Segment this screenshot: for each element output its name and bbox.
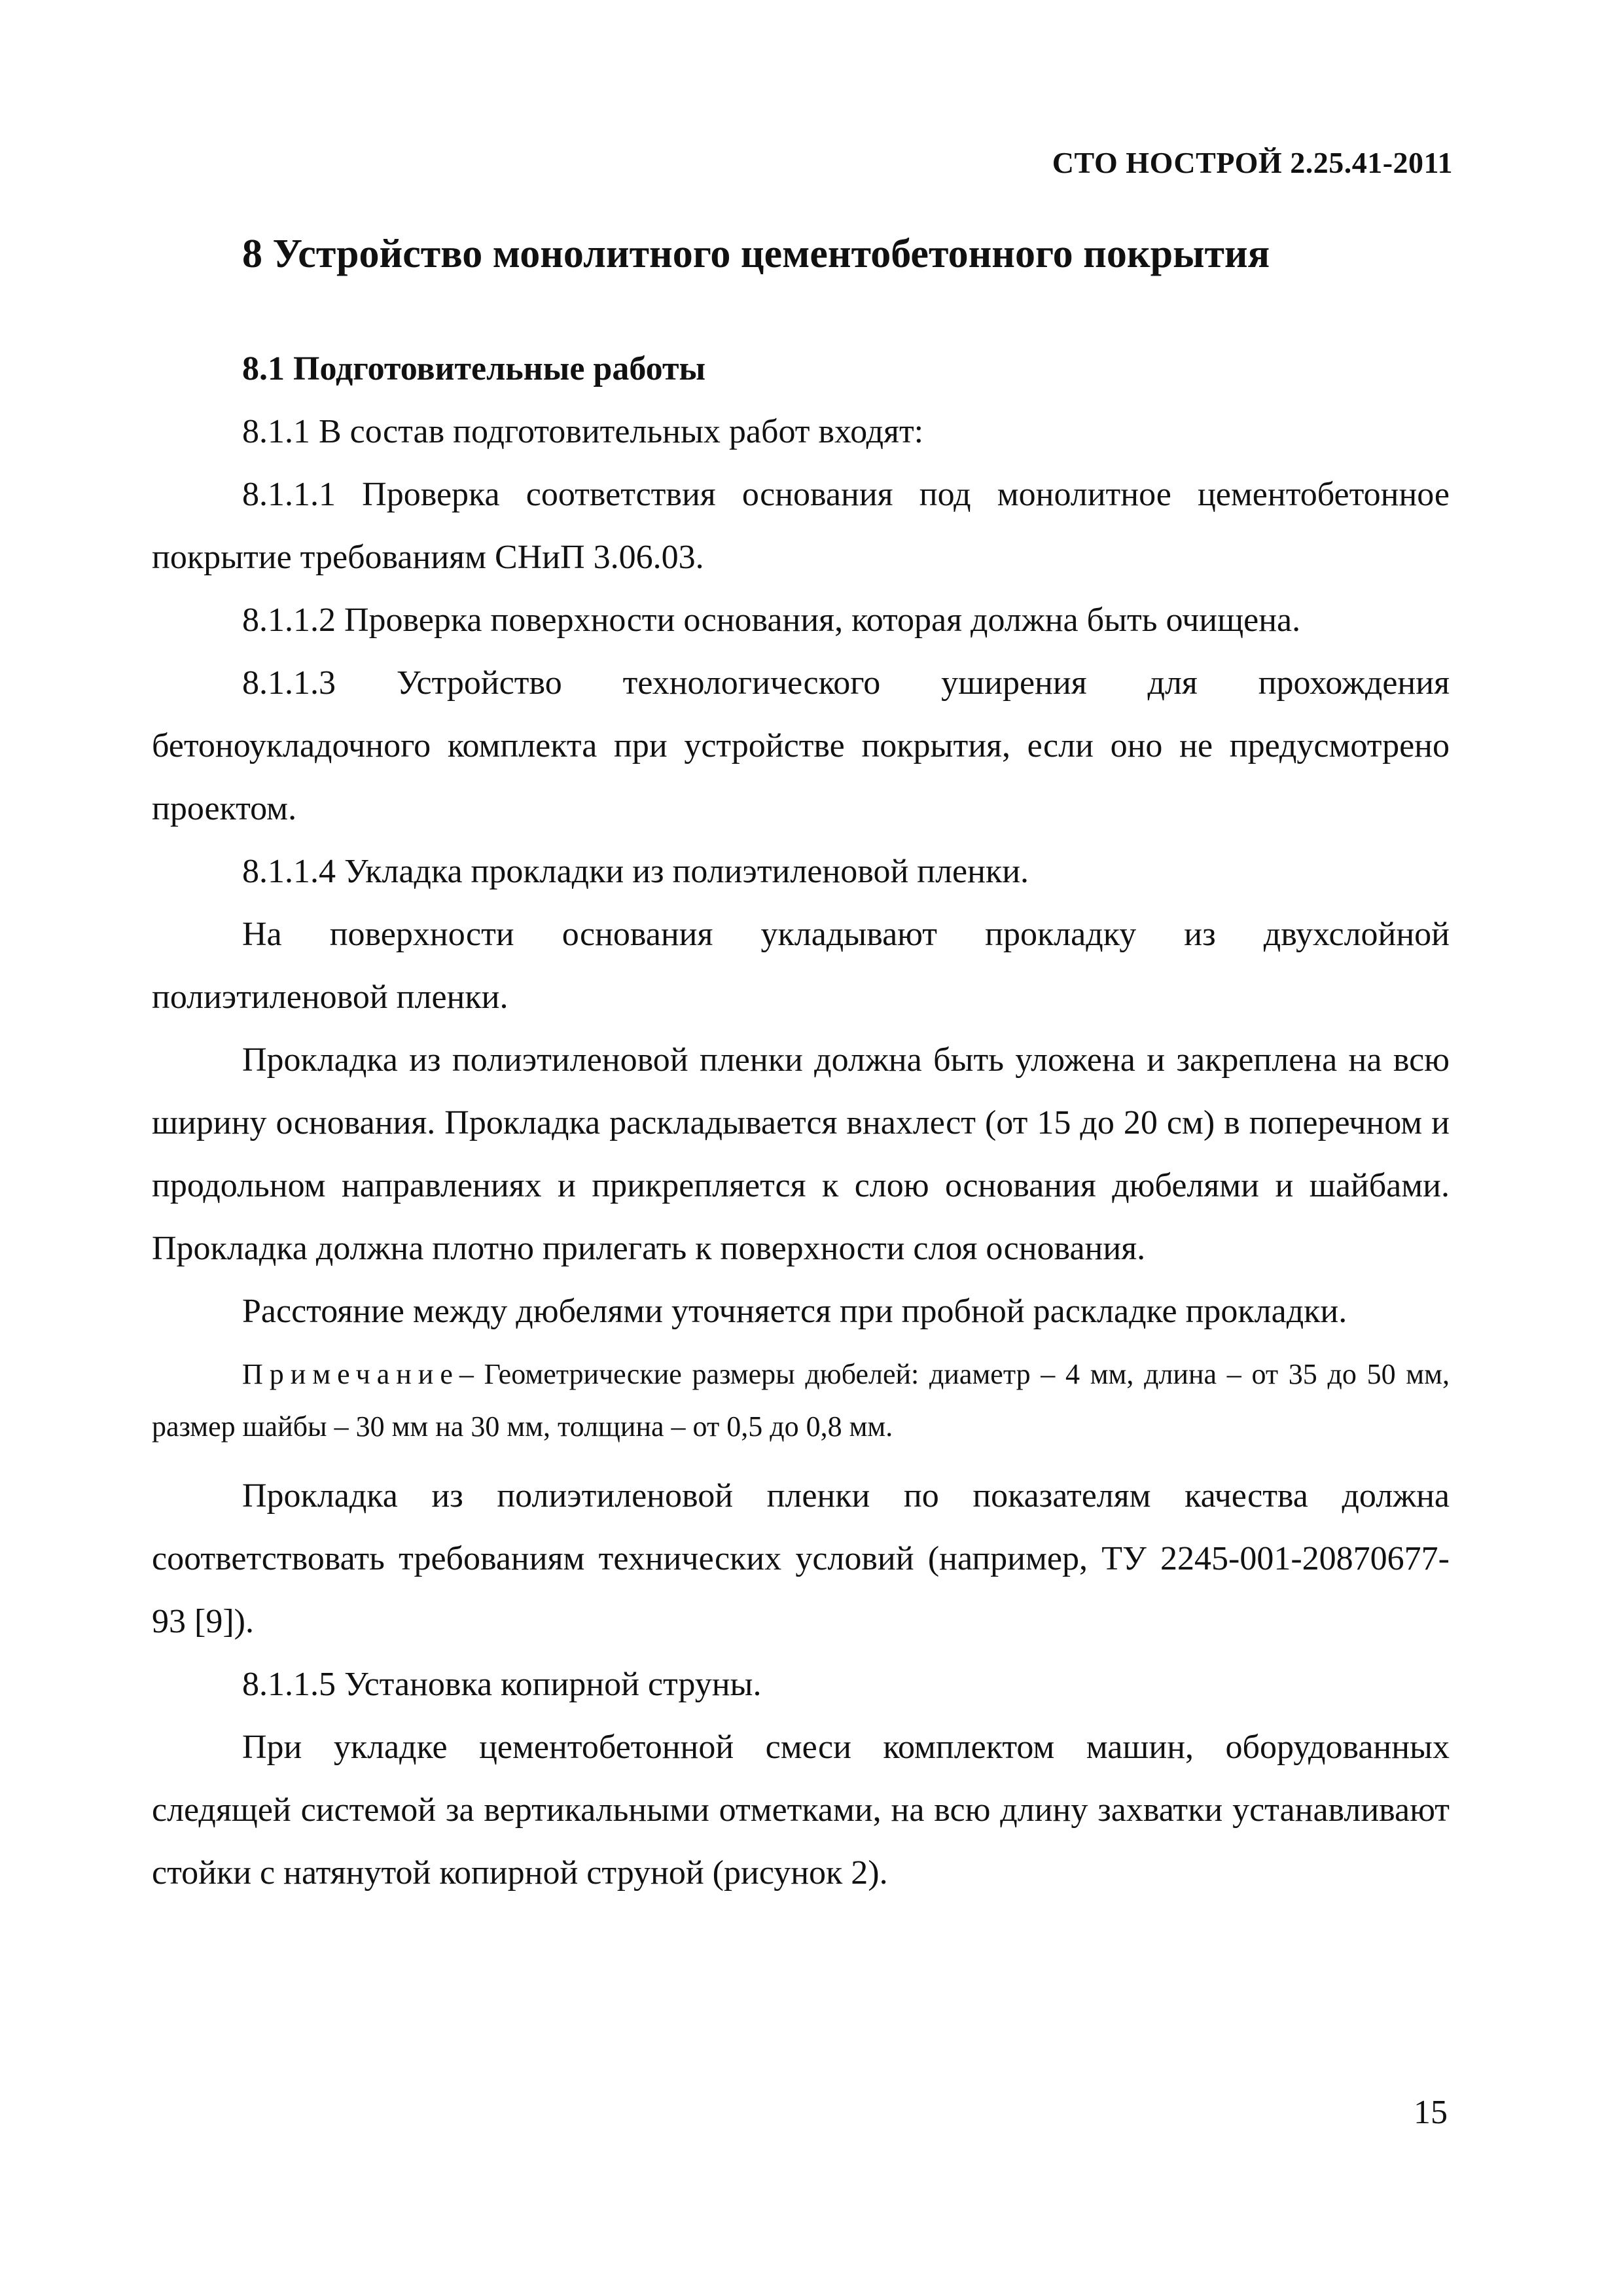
page-content [152,223,1450,1905]
document-code-header: СТО НОСТРОЙ 2.25.41-2011 [1052,146,1453,179]
section-title: 8 Устройство монолитного цементобетонного покрытия [242,232,1270,276]
paragraph-8-1-1-4: 8.1.1.4 Укладка прокладки из полиэтиленовой пленки. [242,853,1029,890]
paragraph-8-1-1: 8.1.1 В состав подготовительных работ входят: [242,413,924,450]
page-number: 15 [1414,2094,1448,2131]
subsection-title: 8.1 Подготовительные работы [242,350,706,387]
paragraph-8-1-1-2: 8.1.1.2 Проверка поверхности основания, которая должна быть очищена. [242,601,1301,639]
note [152,1348,1450,1453]
paragraph-film-fixing: Прокладка из полиэтиленовой пленки должна быть уложена и закреплена на всю ширину основания. Прокладка раскладывается внахлест (от 15 до 20 см) в поперечном и продольном направлениях и прикрепляется к слою основания дюбелями и шайбами. Прокладка должна плотно прилегать к поверхности слоя основания. [152,1041,1450,1267]
paragraph-film-layer: На поверхности основания укладывают прокладку из двухслойной полиэтиленовой пленки. [152,916,1450,1016]
paragraph-8-1-1-5: 8.1.1.5 Установка копирной струны. [242,1666,762,1703]
paragraph-copy-string: При укладке цементобетонной смеси комплектом машин, оборудованных следящей системой за вертикальными отметками, на всю длину захватки устанавливают стойки с натянутой копирной струной (рисунок 2). [152,1729,1450,1892]
paragraph-8-1-1-3: 8.1.1.3 Устройство технологического уширения для прохождения бетоноукладочного комплекта при устройстве покрытия, если оно не предусмотрено проектом. [152,664,1450,827]
paragraph-8-1-1-1: 8.1.1.1 Проверка соответствия основания под монолитное цементобетонное покрытие требованиям СНиП 3.06.03. [152,476,1450,576]
paragraph-film-quality: Прокладка из полиэтиленовой пленки по показателям качества должна соответствовать требованиям технических условий (например, ТУ 2245-001-20870677-93 [9]). [152,1477,1450,1640]
paragraph-dowel-spacing: Расстояние между дюбелями уточняется при пробной раскладке прокладки. [242,1293,1347,1330]
note-label: Примечание [242,1358,459,1390]
note-text: – Геометрические размеры дюбелей: диаметр – 4 мм, длина – от 35 до 50 мм, размер шайбы – 30 мм на 30 мм, толщина – от 0,5 до 0,8 мм. [152,1358,1450,1443]
